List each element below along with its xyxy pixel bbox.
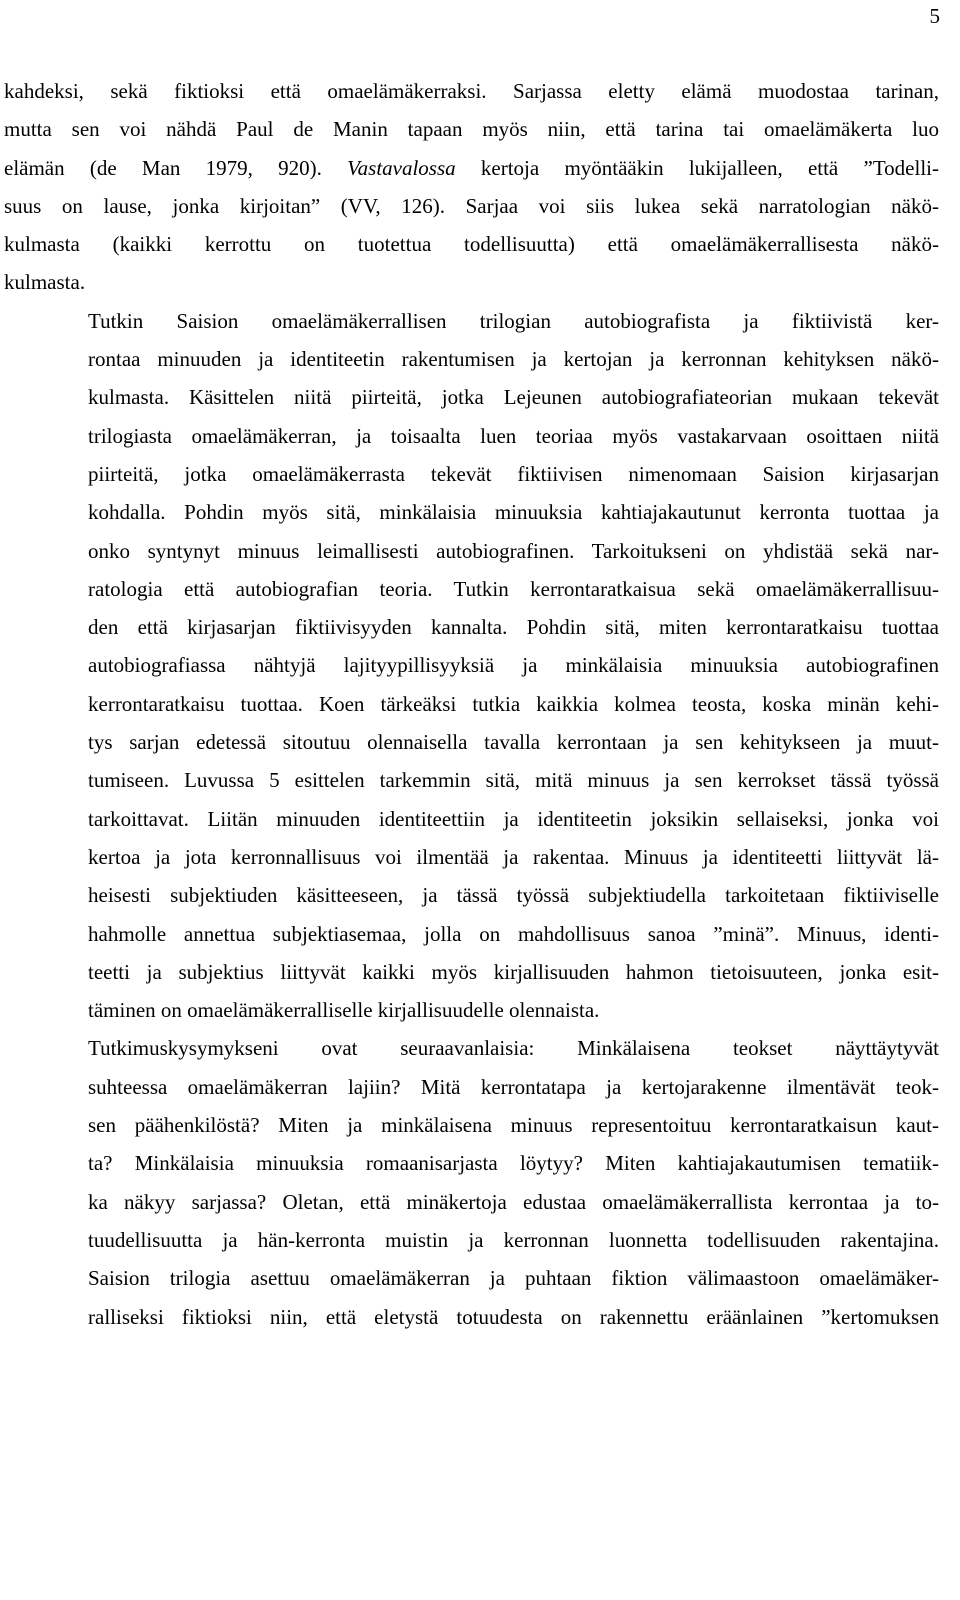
text-line: autobiografiassa nähtyjä lajityypillisyyksiä ja minkälaisia minuuksia autobiografinen	[88, 653, 939, 678]
paragraph	[4, 302, 939, 1030]
text-line: kulmasta (kaikki kerrottu on tuotettua todellisuutta) että omaelämäkerrallisesta näkö-	[4, 232, 939, 257]
text-line: teetti ja subjektius liittyvät kaikki myös kirjallisuuden hahmon tietoisuuteen, jonka esit-	[88, 959, 939, 984]
text-line: suhteessa omaelämäkerran lajiin? Mitä kerrontatapa ja kertojarakenne ilmentävät teok-	[88, 1074, 939, 1099]
text-line: Tutkimuskysymykseni ovat seuraavanlaisia: Minkälaisena teokset näyttäytyvät	[88, 1036, 939, 1061]
text-line: kulmasta. Käsittelen niitä piirteitä, jotka Lejeunen autobiografiateorian mukaan tekevät	[88, 385, 939, 410]
paragraph	[4, 1029, 939, 1335]
text-line: piirteitä, jotka omaelämäkerrasta tekevät fiktiivisen nimenomaan Saision kirjasarjan	[88, 461, 939, 486]
text-line: onko syntynyt minuus leimallisesti autobiografinen. Tarkoitukseni on yhdistää sekä nar-	[88, 538, 939, 563]
text-line: ralliseksi fiktioksi niin, että eletystä totuudesta on rakennettu eräänlainen ”kertomuksen	[88, 1304, 939, 1329]
text-line: hahmolle annettua subjektiasemaa, jolla on mahdollisuus sanoa ”minä”. Minuus, identi-	[88, 921, 939, 946]
text-line: kertoa ja jota kerronnallisuus voi ilmentää ja rakentaa. Minuus ja identiteetti liittyvät lä-	[88, 844, 939, 869]
text-line: kulmasta.	[4, 270, 86, 295]
text-line: rontaa minuuden ja identiteetin rakentumisen ja kertojan ja kerronnan kehityksen näkö-	[88, 347, 939, 372]
text-line: tumiseen. Luvussa 5 esittelen tarkemmin sitä, mitä minuus ja sen kerrokset tässä työssä	[88, 768, 939, 793]
text-line: tys sarjan edetessä sitoutuu olennaisella tavalla kerrontaan ja sen kehitykseen ja muut-	[88, 730, 939, 755]
page-number: 5	[929, 4, 940, 28]
text-line: den että kirjasarjan fiktiivisyyden kannalta. Pohdin sitä, miten kerrontaratkaisu tuottaa	[88, 615, 939, 640]
text-line: elämän (de Man 1979, 920). Vastavalossa kertoja myöntääkin lukijalleen, että ”Todelli-	[4, 155, 939, 180]
italic-title: Vastavalossa	[347, 155, 456, 180]
text-line: ratologia että autobiografian teoria. Tutkin kerrontaratkaisua sekä omaelämäkerrallisuu-	[88, 576, 939, 601]
text-line: ka näkyy sarjassa? Oletan, että minäkertoja edustaa omaelämäkerrallista kerrontaa ja to-	[88, 1189, 939, 1214]
text-line: tarkoittavat. Liitän minuuden identiteettiin ja identiteetin joksikin sellaiseksi, jonka voi	[88, 806, 939, 831]
text-line: sen päähenkilöstä? Miten ja minkälaisena minuus representoituu kerrontaratkaisun kaut-	[88, 1113, 939, 1138]
text-line: suus on lause, jonka kirjoitan” (VV, 126). Sarjaa voi siis lukea sekä narratologian näkö-	[4, 193, 939, 218]
paragraph	[4, 72, 939, 302]
text-line: tuudellisuutta ja hän-kerronta muistin ja kerronnan luonnetta todellisuuden rakentajina.	[88, 1227, 939, 1252]
text-line: Saision trilogia asettuu omaelämäkerran ja puhtaan fiktion välimaastoon omaelämäker-	[88, 1266, 939, 1291]
text-line: Tutkin Saision omaelämäkerrallisen trilogian autobiografista ja fiktiivistä ker-	[88, 308, 939, 333]
text-line: ta? Minkälaisia minuuksia romaanisarjasta löytyy? Miten kahtiajakautumisen tematiik-	[88, 1151, 939, 1176]
text-line: mutta sen voi nähdä Paul de Manin tapaan myös niin, että tarina tai omaelämäkerta luo	[4, 117, 939, 142]
text-line: heisesti subjektiuden käsitteeseen, ja tässä työssä subjektiudella tarkoitetaan fiktiiviselle	[88, 883, 939, 908]
page-body	[4, 72, 939, 1336]
text-line: täminen on omaelämäkerralliselle kirjallisuudelle olennaista.	[88, 998, 600, 1023]
text-line: trilogiasta omaelämäkerran, ja toisaalta luen teoriaa myös vastakarvaan osoittaen niitä	[88, 423, 939, 448]
text-line: kahdeksi, sekä fiktioksi että omaelämäkerraksi. Sarjassa eletty elämä muodostaa tarinan,	[4, 79, 939, 103]
text-line: kohdalla. Pohdin myös sitä, minkälaisia minuuksia kahtiajakautunut kerronta tuottaa ja	[88, 500, 939, 525]
text-line: kerrontaratkaisu tuottaa. Koen tärkeäksi tutkia kaikkia kolmea teosta, koska minän kehi-	[88, 691, 939, 716]
